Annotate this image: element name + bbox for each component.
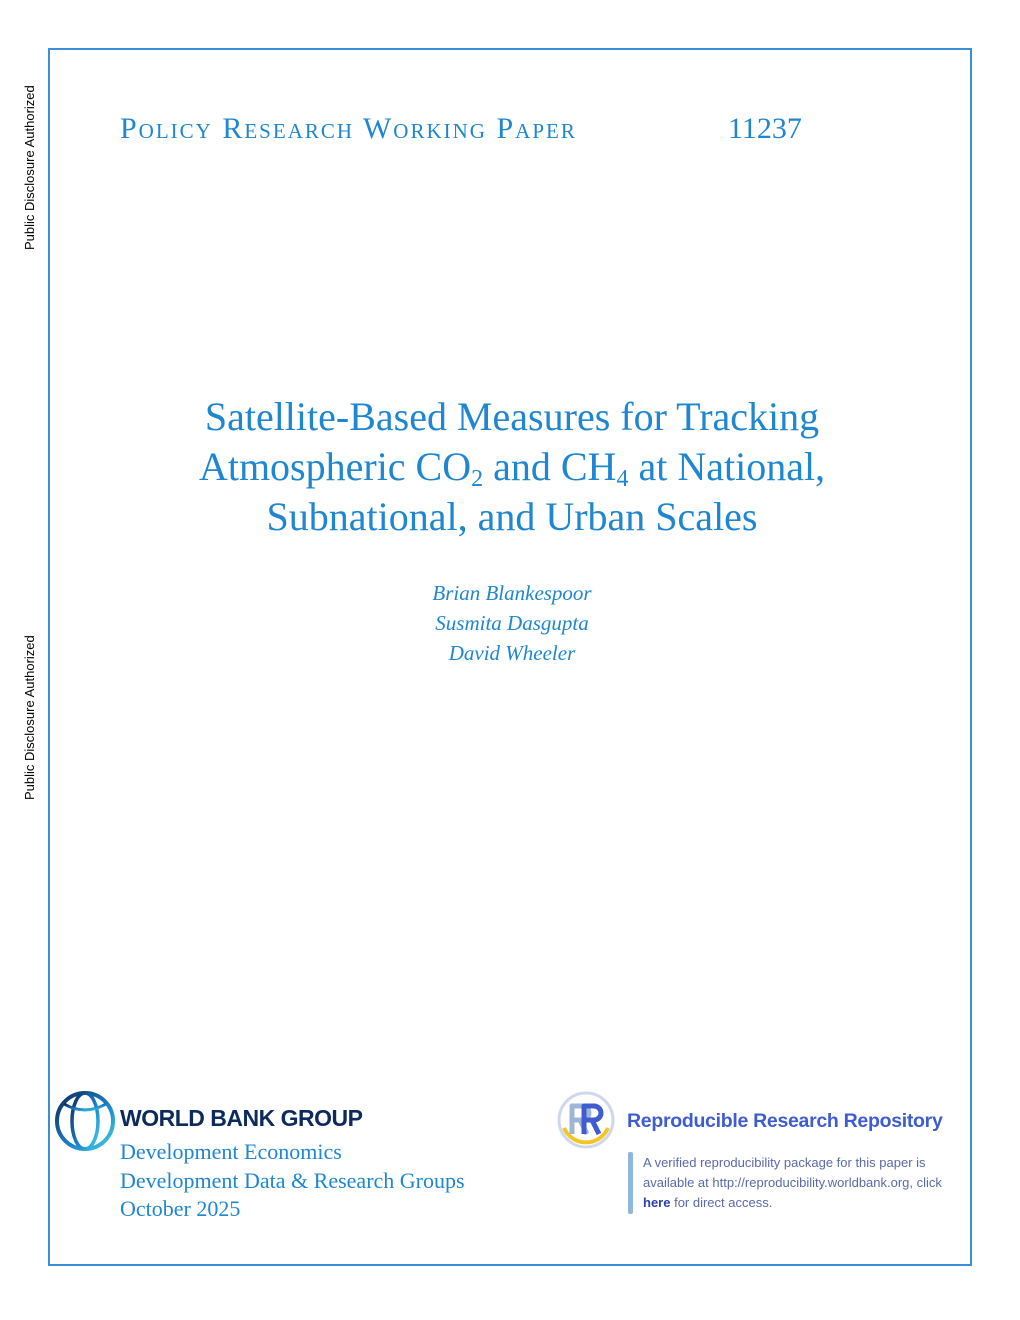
disclosure-label-bottom: Public Disclosure Authorized: [22, 635, 37, 800]
title-line-2: Atmospheric $CO_2$ and $CH_4$ at National,: [198, 444, 826, 492]
rrr-here-link[interactable]: here: [643, 1195, 671, 1210]
title-line-3: Subnational, and Urban Scales: [266, 494, 758, 539]
rrr-logo-icon: [556, 1090, 616, 1150]
rrr-title: Reproducible Research Repository: [627, 1110, 943, 1132]
publication-date: October 2025: [120, 1196, 241, 1221]
author-name: Susmita Dasgupta: [435, 611, 589, 635]
rrr-description: A verified reproducibility package for this paper is available at http://reproducibility.worldbank.org, click here for direct access.: [643, 1155, 942, 1210]
author-name: David Wheeler: [448, 641, 576, 665]
world-bank-globe-icon: [54, 1090, 116, 1152]
rrr-accent-bar: [628, 1152, 633, 1214]
paper-number: 11237: [728, 112, 802, 145]
publisher-line: Development Economics: [120, 1139, 342, 1164]
disclosure-label-top: Public Disclosure Authorized: [22, 85, 37, 250]
paper-title: [110, 392, 914, 542]
publisher-line: Development Data & Research Groups: [120, 1167, 465, 1193]
author-list: [310, 578, 714, 668]
series-name: Policy Research Working Paper: [120, 112, 577, 145]
author-name: Brian Blankespoor: [432, 581, 592, 605]
publisher-info: [120, 1138, 465, 1224]
title-line-1: Satellite-Based Measures for Tracking: [204, 394, 820, 439]
world-bank-group-name: WORLD BANK GROUP: [120, 1105, 363, 1131]
